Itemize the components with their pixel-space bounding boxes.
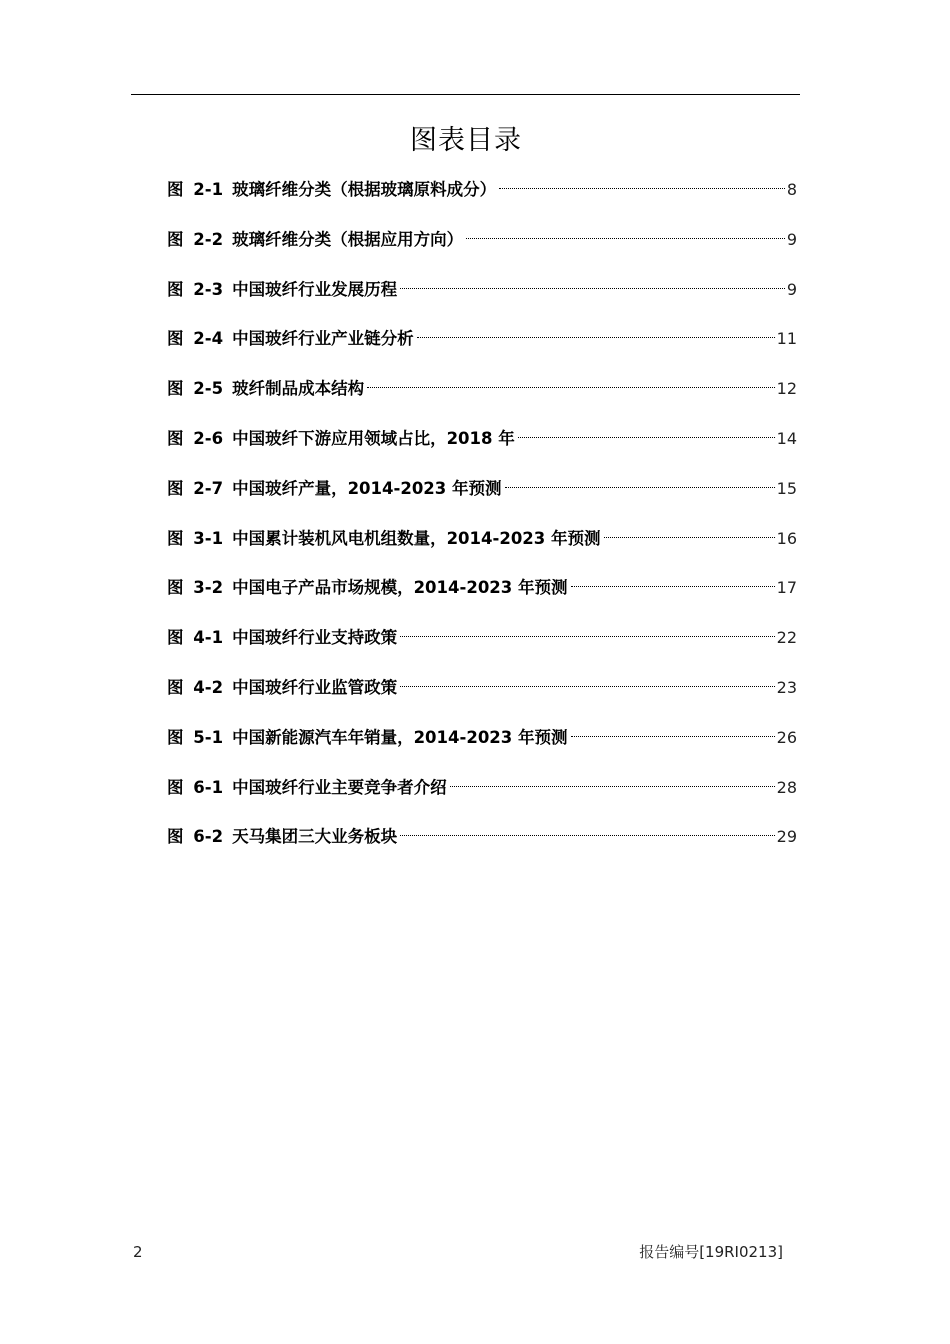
toc-title: 中国玻纤行业支持政策 <box>232 628 398 648</box>
footer-report-id: 报告编号[19RI0213] <box>639 1243 783 1261</box>
toc-page-number: 22 <box>776 628 797 648</box>
toc-page-number: 29 <box>776 827 797 847</box>
toc-label <box>167 823 397 851</box>
toc-title: 玻璃纤维分类（根据玻璃原料成分） <box>232 180 497 199</box>
toc-dot-leader <box>505 487 775 488</box>
toc-page-number: 16 <box>776 528 797 548</box>
toc-figure-number: 图 3-2 <box>167 578 224 598</box>
toc-page-number: 12 <box>776 379 797 399</box>
toc-figure-number: 图 2-2 <box>167 229 224 249</box>
header-rule <box>131 94 800 95</box>
toc-dot-leader <box>400 835 775 836</box>
toc-label <box>167 226 463 254</box>
toc-dot-leader <box>400 288 785 289</box>
toc-label <box>167 425 515 453</box>
toc-figure-number: 图 5-1 <box>167 727 224 747</box>
toc-dot-leader <box>571 736 775 737</box>
toc-page-number: 17 <box>776 578 797 598</box>
toc-list <box>167 176 797 873</box>
toc-item[interactable] <box>167 574 797 624</box>
toc-figure-number: 图 2-5 <box>167 379 224 399</box>
toc-label <box>167 276 397 304</box>
toc-page-number: 26 <box>776 727 797 747</box>
toc-label <box>167 325 414 353</box>
toc-item[interactable] <box>167 475 797 525</box>
toc-dot-leader <box>499 188 785 189</box>
toc-title: 中国玻纤行业主要竞争者介绍 <box>232 777 447 797</box>
toc-title: 中国累计装机风电机组数量，2014-2023 年预测 <box>232 528 601 548</box>
toc-dot-leader <box>400 686 775 687</box>
toc-label <box>167 375 364 403</box>
toc-figure-number: 图 2-4 <box>167 329 224 349</box>
toc-page-number: 9 <box>786 279 797 299</box>
toc-label <box>167 624 397 652</box>
toc-figure-number: 图 2-6 <box>167 428 224 448</box>
toc-page-number: 8 <box>786 180 797 199</box>
toc-label <box>167 475 502 503</box>
toc-figure-number: 图 4-1 <box>167 628 224 648</box>
toc-label <box>167 774 447 802</box>
toc-title: 中国新能源汽车年销量，2014-2023 年预测 <box>232 727 568 747</box>
toc-dot-leader <box>367 387 775 388</box>
toc-item[interactable] <box>167 774 797 824</box>
toc-dot-leader <box>604 537 775 538</box>
toc-item[interactable] <box>167 674 797 724</box>
toc-item[interactable] <box>167 525 797 575</box>
toc-title: 中国电子产品市场规模，2014-2023 年预测 <box>232 578 568 598</box>
toc-page-number: 14 <box>776 428 797 448</box>
page-title: 图表目录 <box>410 125 522 156</box>
toc-dot-leader <box>518 437 775 438</box>
toc-title: 天马集团三大业务板块 <box>232 827 398 847</box>
toc-title: 玻璃纤维分类（根据应用方向） <box>232 229 464 249</box>
toc-item[interactable] <box>167 325 797 375</box>
toc-item[interactable] <box>167 176 797 226</box>
toc-item[interactable] <box>167 425 797 475</box>
toc-title: 中国玻纤行业发展历程 <box>232 279 398 299</box>
toc-title: 中国玻纤下游应用领域占比，2018 年 <box>232 428 515 448</box>
toc-page-number: 15 <box>776 478 797 498</box>
toc-figure-number: 图 2-7 <box>167 478 224 498</box>
toc-figure-number: 图 4-2 <box>167 677 224 697</box>
toc-page-number: 9 <box>786 229 797 249</box>
toc-item[interactable] <box>167 724 797 774</box>
toc-page-number: 11 <box>776 329 797 349</box>
footer-page-number: 2 <box>133 1243 143 1261</box>
toc-label <box>167 724 568 752</box>
toc-label <box>167 574 568 602</box>
toc-dot-leader <box>571 586 775 587</box>
toc-label <box>167 176 496 204</box>
toc-dot-leader <box>417 337 775 338</box>
toc-label <box>167 674 397 702</box>
toc-dot-leader <box>450 786 775 787</box>
toc-page-number: 28 <box>776 777 797 797</box>
toc-figure-number: 图 2-1 <box>167 180 224 199</box>
toc-dot-leader <box>466 238 785 239</box>
toc-title: 玻纤制品成本结构 <box>232 379 365 399</box>
toc-figure-number: 图 2-3 <box>167 279 224 299</box>
toc-item[interactable] <box>167 375 797 425</box>
toc-page-number: 23 <box>776 677 797 697</box>
toc-figure-number: 图 6-1 <box>167 777 224 797</box>
toc-label <box>167 525 601 553</box>
toc-figure-number: 图 3-1 <box>167 528 224 548</box>
toc-title: 中国玻纤行业产业链分析 <box>232 329 414 349</box>
toc-item[interactable] <box>167 624 797 674</box>
toc-title: 中国玻纤行业监管政策 <box>232 677 398 697</box>
toc-dot-leader <box>400 636 775 637</box>
toc-title: 中国玻纤产量，2014-2023 年预测 <box>232 478 502 498</box>
toc-item[interactable] <box>167 226 797 276</box>
toc-figure-number: 图 6-2 <box>167 827 224 847</box>
toc-item[interactable] <box>167 276 797 326</box>
toc-item[interactable] <box>167 823 797 873</box>
